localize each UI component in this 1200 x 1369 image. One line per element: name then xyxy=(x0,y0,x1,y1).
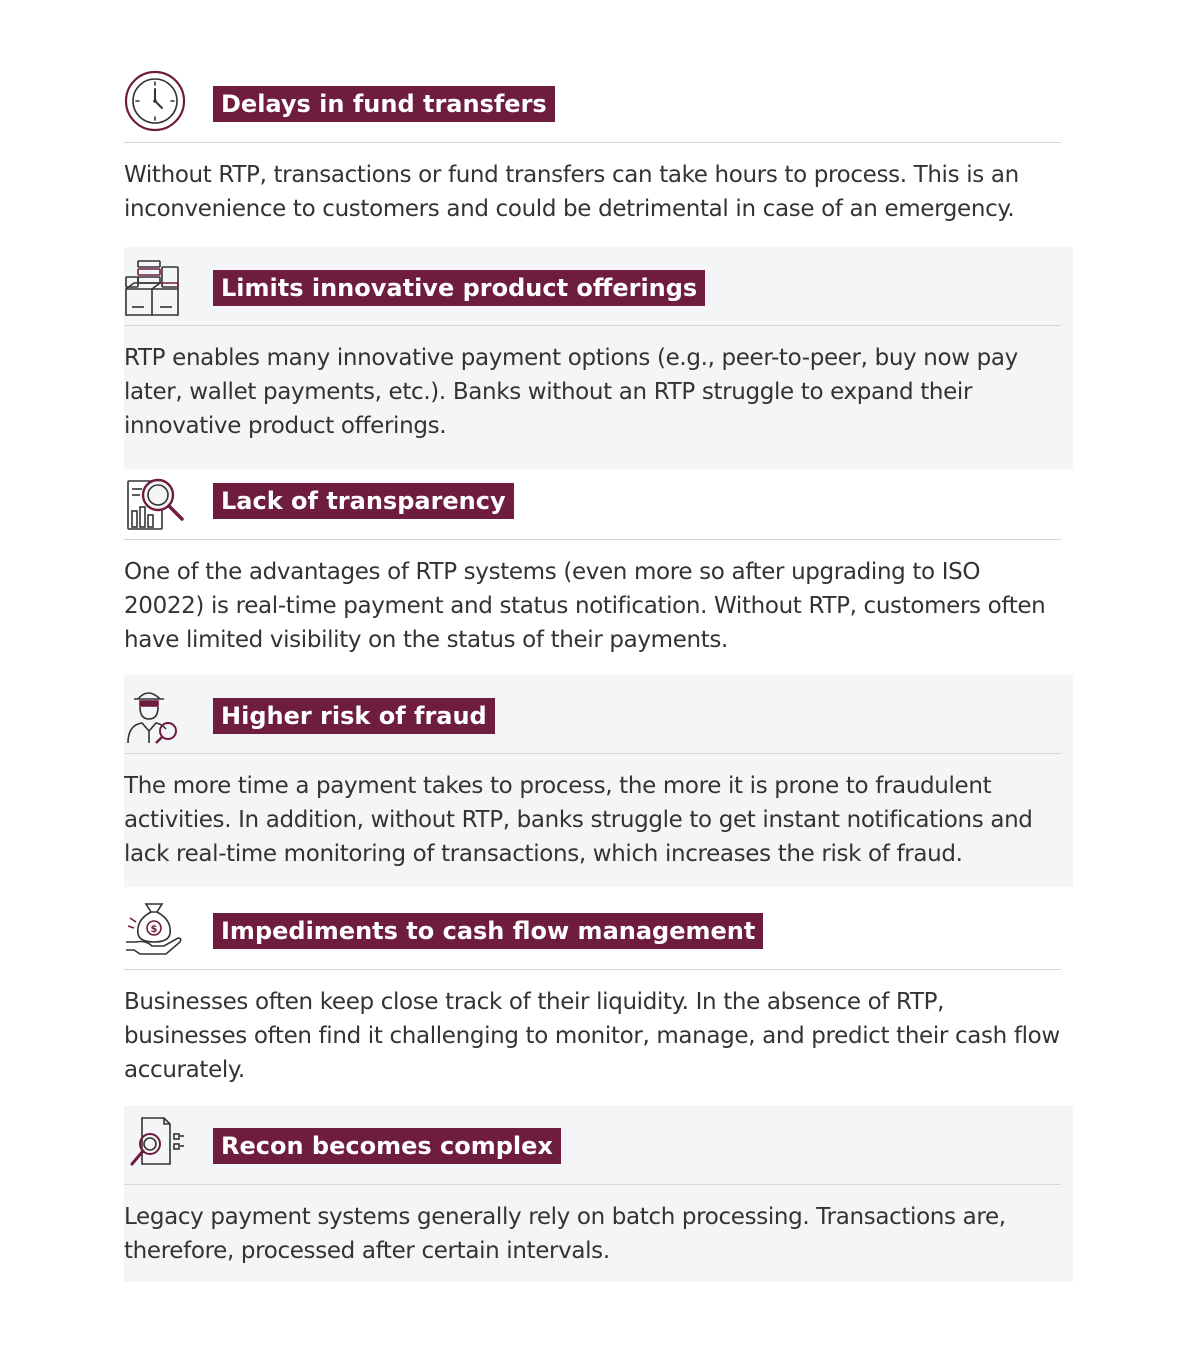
item-description: Businesses often keep close track of their liquidity. In the absence of RTP, businesses often find it challenging to monitor, manage, and predict their cash flow accurately. xyxy=(124,989,1060,1083)
svg-text:$: $ xyxy=(150,924,158,935)
item-title: Recon becomes complex xyxy=(213,1128,561,1164)
document-search-icon xyxy=(124,1114,186,1176)
divider xyxy=(124,142,1061,143)
item-description: Legacy payment systems generally rely on batch processing. Transactions are, therefore, processed after certain intervals. xyxy=(124,1204,1006,1264)
item-description: One of the advantages of RTP systems (even more so after upgrading to ISO 20022) is real-time payment and status notification. Without RTP, customers often have limited visibility on the status of their payments. xyxy=(124,559,1046,653)
item-title: Delays in fund transfers xyxy=(213,86,555,122)
magnifier-chart-icon xyxy=(124,473,186,535)
fraudster-icon xyxy=(124,685,186,747)
item-description: The more time a payment takes to process, the more it is prone to fraudulent activities. In addition, without RTP, banks struggle to get instant notifications and lack real-time monitoring of transactions, which increases the risk of fraud. xyxy=(124,773,1033,867)
item-title: Higher risk of fraud xyxy=(213,698,495,734)
item-description: RTP enables many innovative payment options (e.g., peer-to-peer, buy now pay later, wallet payments, etc.). Banks without an RTP struggle to expand their innovative product offerings. xyxy=(124,345,1018,439)
item-delays xyxy=(124,62,1073,246)
stacked-products-icon xyxy=(124,257,186,319)
item-recon xyxy=(124,1106,1073,1282)
item-title: Impediments to cash flow management xyxy=(213,913,763,949)
item-transparency xyxy=(124,470,1073,675)
divider xyxy=(124,753,1061,754)
item-title: Lack of transparency xyxy=(213,483,514,519)
divider xyxy=(124,325,1061,326)
item-description: Without RTP, transactions or fund transfers can take hours to process. This is an inconvenience to customers and could be detrimental in case of an emergency. xyxy=(124,162,1019,222)
item-title: Limits innovative product offerings xyxy=(213,270,705,306)
item-innovation xyxy=(124,247,1073,469)
divider xyxy=(124,539,1061,540)
divider xyxy=(124,969,1061,970)
clock-icon xyxy=(124,70,186,132)
item-fraud xyxy=(124,675,1073,887)
money-bag-hand-icon xyxy=(124,898,186,960)
divider xyxy=(124,1184,1061,1185)
item-cashflow xyxy=(124,888,1073,1105)
